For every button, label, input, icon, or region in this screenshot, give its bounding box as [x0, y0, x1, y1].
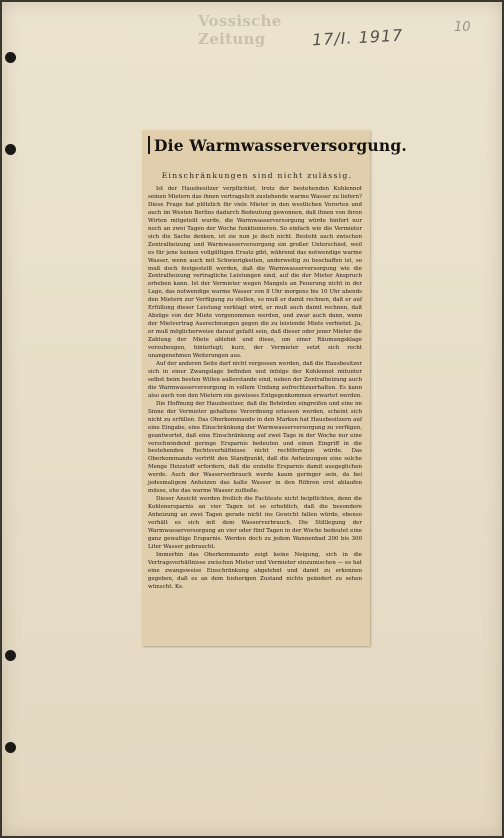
- newspaper-clipping: [142, 130, 407, 646]
- article-paragraph: Dieser Ansicht werden freilich die Fachleute nicht beipflichten, denn die Kohlenersparnis an vier Tagen ist so erheblich, daß die besondere Anheizung an zwei Tagen gerade nicht ins Gewicht fallen würde, ebenso verhält es sich mit dem Wasserverbrauch. Die Stilllegung der Warmwasserversorgung an vier oder fünf Tagen in der Woche bedeutet eine ganz gewaltige Ersparnis. Werden doch zu jedem Wannenbad 200 bis 300 Liter Wasser gebraucht.: [148, 496, 362, 550]
- article-paragraph: Die Hoffnung der Hausbesitzer, daß die Behörden eingreifen und eine im Sinne der Vermieter gehaltene Verordnung erlassen werden, scheint sich nicht zu erfüllen. Das Oberkommando in den Marken hat Hausbesitzern auf eine Eingabe, eine Einschränkung der Warmwasserversorgung zu verfügen, geantwortet, daß eine Einschränkung auf zwei Tage in der Woche nur eine verschwindend geringe Ersparnis bedeuten und einen Eingriff in die bestehenden Rechtsverhältnisse nicht rechtfertigen würde. Das Oberkommando vertritt den Standpunkt, daß die Anheizungen eine solche Menge Heizstoff erfordern, daß die erzielte Ersparnis damit ausgeglichen werde. Auch der Wasserverbrauch werde kaum geringer sein, da bei jedesmaligem Anheizen das kalte Wasser in den Röhren erst ablaufen müsse, ehe das warme Wasser zufließe.: [148, 400, 362, 495]
- article-paragraph: Auf der anderen Seite darf nicht vergessen werden, daß die Hausbesitzer sich in einer Zwangslage befinden und infolge der Kohlennot mitunter selbst beim besten Willen außerstande sind, neben der Zentralheizung auch die Warmwasserversorgung in vollem Umfang aufrechtzuerhalten. Es kann also auch von den Mietern ein gewisses Entgegenkommen erwartet werden.: [148, 360, 362, 399]
- punch-hole: [5, 52, 16, 63]
- newspaper-stamp: Vossische Zeitung: [198, 12, 282, 48]
- archive-sheet: [2, 2, 502, 836]
- punch-hole: [5, 144, 16, 155]
- handwritten-date: 17/I. 1917: [311, 25, 404, 50]
- article-body: [148, 186, 362, 638]
- article-paragraph: Immerhin das Oberkommando zeigt keine Neigung, sich in die Vertragsverhältnisse zwischen Mieter und Vermieter einzumischen — es hat eine zwangsweise Einschränkung abgelehnt und damit zu erkennen gegeben, daß es an dem bisherigen Zustand nichts geändert zu sehen wünscht. Ks.: [148, 551, 362, 590]
- article-paragraph: Ist der Hausbesitzer verpflichtet, trotz der bestehenden Kohlennot seinen Mietern das ihnen vertragslich zustehende warme Wasser zu liefern? Diese Frage hat plötzlich für viele Mieter in den westlichen Vororten und auch im Westen Berlins dadurch Bedeutung gewonnen, daß ihnen von ihren Wirten mitgeteilt wurde, die Warmwasserversorgung würde hinfort nur noch an zwei Tagen der Woche funktionieren. So einfach wie die Vermieter sich die Sache denken, ist sie nun je doch nicht. Besteht auch zwischen Zentralheizung und Warmwasserversorgung ein großer Unterschied, weil es für jene keinen vollgültigen Ersatz gibt, während das notwendige warme Wasser, wenn auch mit Schwierigkeiten, anderweitig zu beschaffen ist, so muß doch festgestellt werden, daß die Warmwasserversorgung wie die Zentralheizung vertragliche Leistungen sind, auf die der Mieter Anspruch erheben kann. Ist der Vermieter wegen Mangels an Feuerung nicht in der Lage, das notwendige warme Wasser von 8 Uhr morgens bis 10 Uhr abends den Mietern zur Verfügung zu stellen, so muß er damit rechnen, daß er auf Erfüllung dieser Leistung verklagt wird, er muß auch damit rechnen, daß Abzüge von der Miete vorgenommen werden, und zwar auch dann, wenn der Mietvertrag Ausrechnungen gegen die zu leistende Miete verbietet. Ja, er muß möglicherweise darauf gefaßt sein, daß dieser oder jener Mieter die Zahlung der Miete ablehnt und diese, um einer Räumungsklage vorzubeugen, hinterlegt; kurz, der Vermieter setzt sich recht unangenehmen Weiterungen aus.: [148, 186, 362, 360]
- article-title: Die Warmwasserversorgung.: [154, 136, 407, 155]
- column-rule: [148, 136, 150, 154]
- punch-hole: [5, 742, 16, 753]
- punch-hole: [5, 650, 16, 661]
- article-subtitle: Einschränkungen sind nicht zulässig.: [161, 171, 353, 180]
- page-number: 10: [454, 20, 471, 35]
